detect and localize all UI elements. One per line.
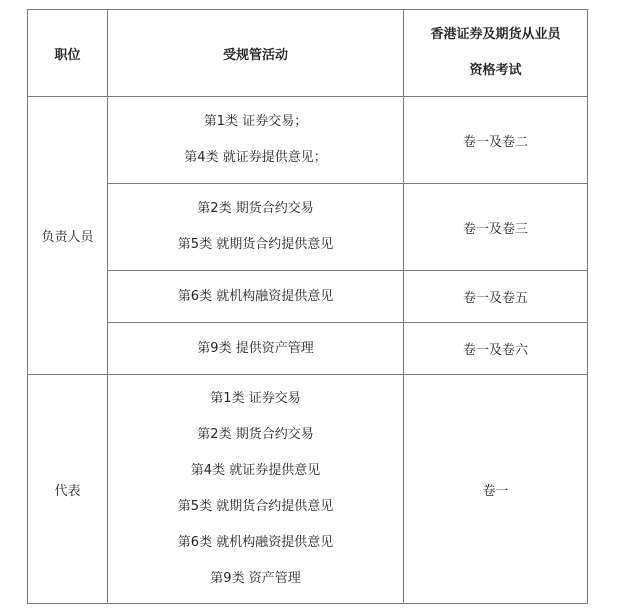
- exam-cell: 卷一及卷五: [404, 271, 588, 323]
- exam-cell: 卷一及卷三: [404, 184, 588, 271]
- activity-line: 第4类 就证券提供意见；: [184, 150, 327, 165]
- exam-cell: 卷一及卷六: [404, 323, 588, 375]
- header-exam: [404, 10, 588, 97]
- table-row: [28, 323, 588, 375]
- header-row: [28, 10, 588, 97]
- exam-cell: 卷一及卷二: [404, 97, 588, 184]
- exam-cell: 卷一: [404, 375, 588, 604]
- table-row: [28, 97, 588, 184]
- table-row: [28, 271, 588, 323]
- activity-cell: [108, 375, 404, 604]
- table-row: [28, 375, 588, 604]
- activity-line: 第5类 就期货合约提供意见: [177, 237, 334, 252]
- role-representative: 代表: [28, 375, 108, 604]
- activity-cell: [108, 271, 404, 323]
- header-activity: 受规管活动: [108, 10, 404, 97]
- header-exam-line2: 资格考试: [469, 63, 522, 78]
- licensing-exam-table: [27, 9, 588, 604]
- header-position: 职位: [28, 10, 108, 97]
- activity-line: 第6类 就机构融资提供意见: [177, 535, 334, 550]
- activity-line: 第9类 提供资产管理: [197, 340, 314, 356]
- activity-line: 第6类 就机构融资提供意见: [177, 288, 334, 304]
- role-responsible-officer: 负责人员: [28, 97, 108, 375]
- table-row: [28, 184, 588, 271]
- activity-line: 第2类 期货合约交易: [197, 201, 314, 216]
- activity-line: 第1类 证券交易；: [203, 114, 308, 129]
- activity-cell: [108, 97, 404, 184]
- activity-line: 第1类 证券交易: [210, 391, 301, 406]
- activity-line: 第5类 就期货合约提供意见: [177, 499, 334, 514]
- header-exam-line1: 香港证券及期货从业员: [430, 27, 561, 42]
- activity-line: 第4类 就证券提供意见: [190, 463, 321, 478]
- activity-line: 第2类 期货合约交易: [197, 427, 314, 442]
- activity-cell: [108, 323, 404, 375]
- activity-cell: [108, 184, 404, 271]
- activity-line: 第9类 资产管理: [210, 571, 301, 586]
